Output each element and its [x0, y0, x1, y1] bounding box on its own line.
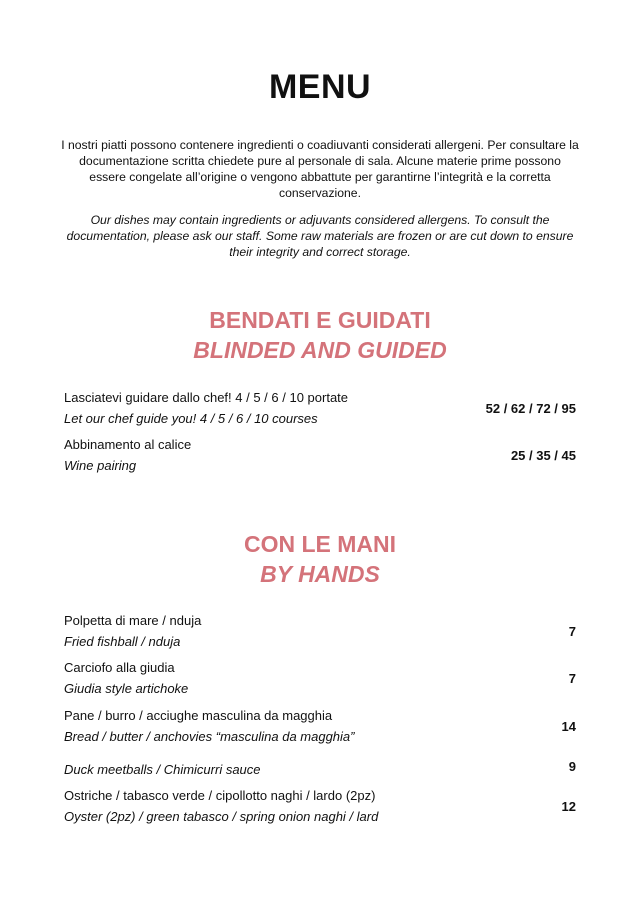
menu-item [64, 390, 576, 434]
menu-item-name-italian: Carciofo alla giudia [64, 660, 175, 675]
menu-item [64, 613, 576, 657]
menu-item-name-italian: Polpetta di mare / nduja [64, 613, 202, 628]
menu-item-price: 7 [568, 671, 576, 686]
menu-item-name-english: Duck meetballs / Chimicurri sauce [64, 762, 261, 777]
section-title-english: BY HANDS [260, 561, 380, 587]
menu-item [64, 741, 576, 785]
menu-item-price: 14 [561, 719, 576, 734]
section-title-english: BLINDED AND GUIDED [193, 337, 447, 363]
menu-item-name-english: Giudia style artichoke [64, 681, 189, 696]
menu-item-price: 7 [568, 624, 576, 639]
menu-item-name-english: Oyster (2pz) / green tabasco / spring onion naghi / lard [64, 809, 379, 824]
menu-item-name-italian: Ostriche / tabasco verde / cipollotto naghi / lardo (2pz) [64, 788, 376, 803]
section-title-italian: CON LE MANI [243, 531, 397, 557]
menu-item [64, 437, 576, 481]
menu-item-name-english: Bread / butter / anchovies “masculina da magghia” [64, 729, 355, 744]
menu-item-price: 12 [561, 799, 576, 814]
allergen-notice-english: Our dishes may contain ingredients or adjuvants considered allergens. To consult the documentation, please ask our staff. Some raw materials are frozen or are cut down to ensure their integrity and correct storage. [66, 213, 574, 259]
allergen-notice-italian: I nostri piatti possono contenere ingredienti o coadiuvanti considerati allergeni. Per consultare la documentazione scritta chiedete pure al personale di sala. Alcune materie prime possono essere congelate all’origine o vengono abbattute per garantirne l’integrità e la corretta conservazione. [61, 138, 579, 200]
section-title-bendati [0, 305, 640, 365]
menu-item-name-italian: Pane / burro / acciughe masculina da magghia [64, 708, 333, 723]
menu-item-name-italian: Abbinamento al calice [64, 437, 192, 452]
section-title-con-le-mani [0, 529, 640, 589]
menu-item [64, 788, 576, 832]
menu-item-name-english: Fried fishball / nduja [64, 634, 181, 649]
menu-item-price: 25 / 35 / 45 [510, 448, 576, 463]
menu-item-name-english: Wine pairing [64, 458, 137, 473]
menu-item-price: 52 / 62 / 72 / 95 [485, 401, 576, 416]
menu-item [64, 660, 576, 704]
page-title: MENU [268, 68, 372, 106]
menu-item-price: 9 [568, 759, 576, 774]
section-title-italian: BENDATI E GUIDATI [209, 307, 431, 333]
menu-item-name-italian: Lasciatevi guidare dallo chef! 4 / 5 / 6 / 10 portate [64, 390, 349, 405]
menu-item-name-english: Let our chef guide you! 4 / 5 / 6 / 10 courses [64, 411, 318, 426]
